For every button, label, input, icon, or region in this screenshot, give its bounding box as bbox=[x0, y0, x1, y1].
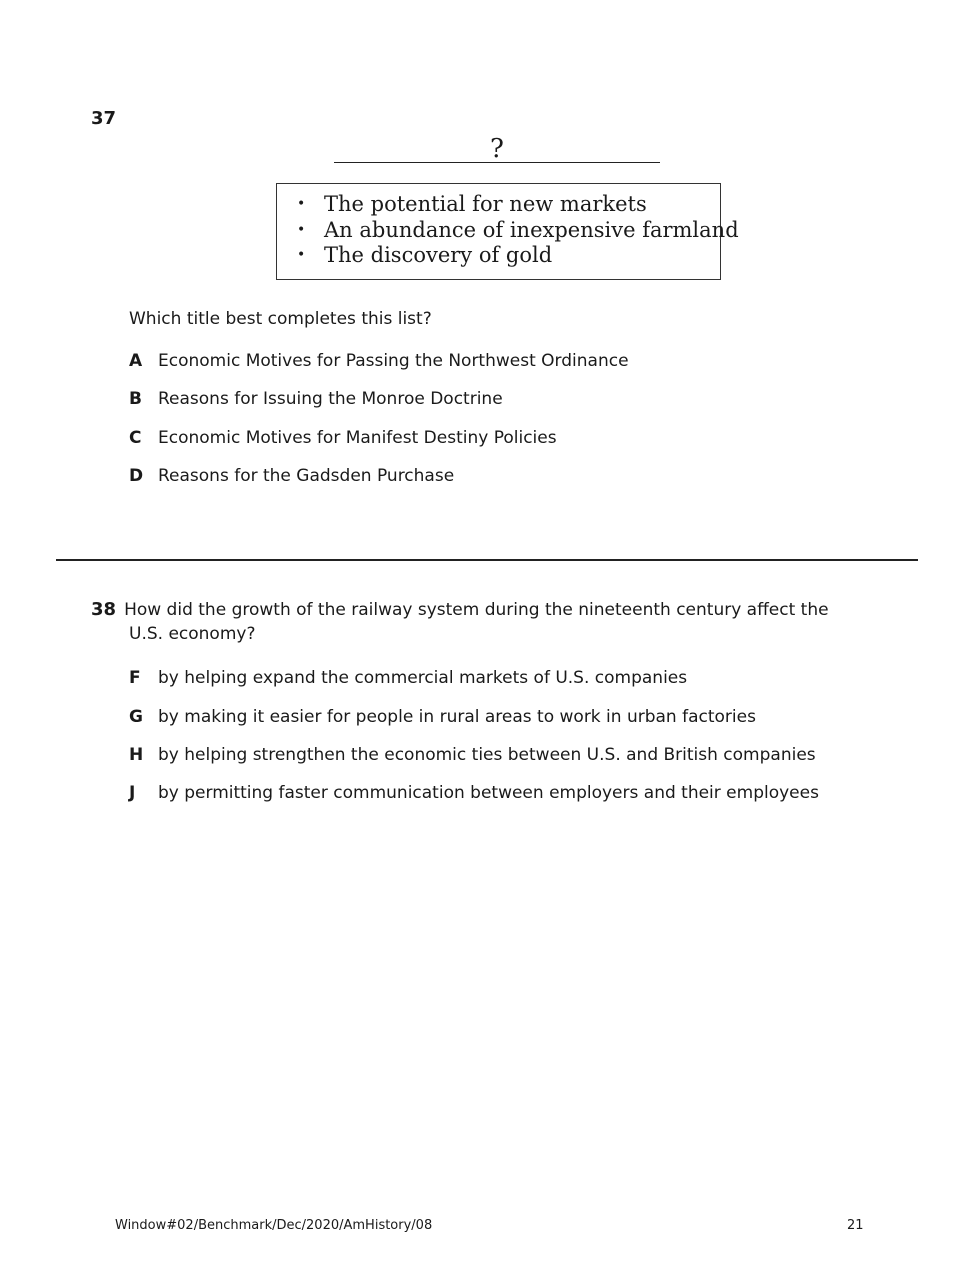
question-38-stem-line2: U.S. economy? bbox=[129, 624, 256, 644]
option-text: Reasons for the Gadsden Purchase bbox=[158, 466, 455, 486]
answer-option-j[interactable] bbox=[129, 782, 819, 804]
bullet-icon: • bbox=[297, 247, 306, 263]
reasons-list bbox=[297, 192, 739, 269]
list-item bbox=[297, 243, 739, 269]
option-text: by helping strengthen the economic ties between U.S. and British companies bbox=[158, 745, 816, 765]
option-letter: G bbox=[129, 707, 143, 727]
answer-option-f[interactable] bbox=[129, 667, 687, 689]
answer-option-d[interactable] bbox=[129, 465, 454, 487]
section-divider bbox=[56, 559, 918, 561]
answer-option-g[interactable] bbox=[129, 706, 756, 728]
option-letter: C bbox=[129, 428, 142, 448]
question-37-stem: Which title best completes this list? bbox=[129, 309, 432, 329]
option-text: by making it easier for people in rural areas to work in urban factories bbox=[158, 707, 756, 727]
answer-option-h[interactable] bbox=[129, 744, 816, 766]
question-38-stem-line1: How did the growth of the railway system during the nineteenth century affect the bbox=[124, 600, 829, 620]
option-text: Economic Motives for Manifest Destiny Policies bbox=[158, 428, 557, 448]
missing-title-placeholder: ? bbox=[490, 134, 504, 164]
option-letter: J bbox=[129, 783, 136, 803]
list-item-text: The discovery of gold bbox=[324, 243, 553, 267]
reasons-list-box bbox=[276, 183, 739, 280]
option-text: by permitting faster communication between employers and their employees bbox=[158, 783, 819, 803]
bullet-icon: • bbox=[297, 221, 306, 238]
title-blank-line bbox=[334, 162, 660, 163]
bullet-icon: • bbox=[297, 196, 306, 212]
list-item-text: The potential for new markets bbox=[324, 192, 647, 216]
question-number-38: 38 bbox=[91, 599, 117, 620]
option-letter: B bbox=[129, 389, 142, 409]
question-number-37: 37 bbox=[91, 108, 117, 129]
list-item-text: An abundance of inexpensive farmland bbox=[324, 217, 739, 242]
list-item bbox=[297, 192, 739, 218]
option-text: by helping expand the commercial markets of U.S. companies bbox=[158, 668, 688, 688]
answer-option-b[interactable] bbox=[129, 388, 503, 410]
option-text: Economic Motives for Passing the Northwest Ordinance bbox=[158, 351, 629, 371]
answer-option-a[interactable] bbox=[129, 350, 629, 372]
option-text: Reasons for Issuing the Monroe Doctrine bbox=[158, 389, 503, 409]
option-letter: H bbox=[129, 745, 144, 765]
answer-option-c[interactable] bbox=[129, 427, 557, 449]
footer-code: Window#02/Benchmark/Dec/2020/AmHistory/08 bbox=[115, 1218, 433, 1233]
option-letter: F bbox=[129, 668, 141, 688]
page-number: 21 bbox=[847, 1218, 864, 1233]
question-38-stem bbox=[91, 598, 891, 646]
option-letter: A bbox=[129, 351, 143, 371]
option-letter: D bbox=[129, 466, 144, 486]
list-item bbox=[297, 218, 739, 244]
